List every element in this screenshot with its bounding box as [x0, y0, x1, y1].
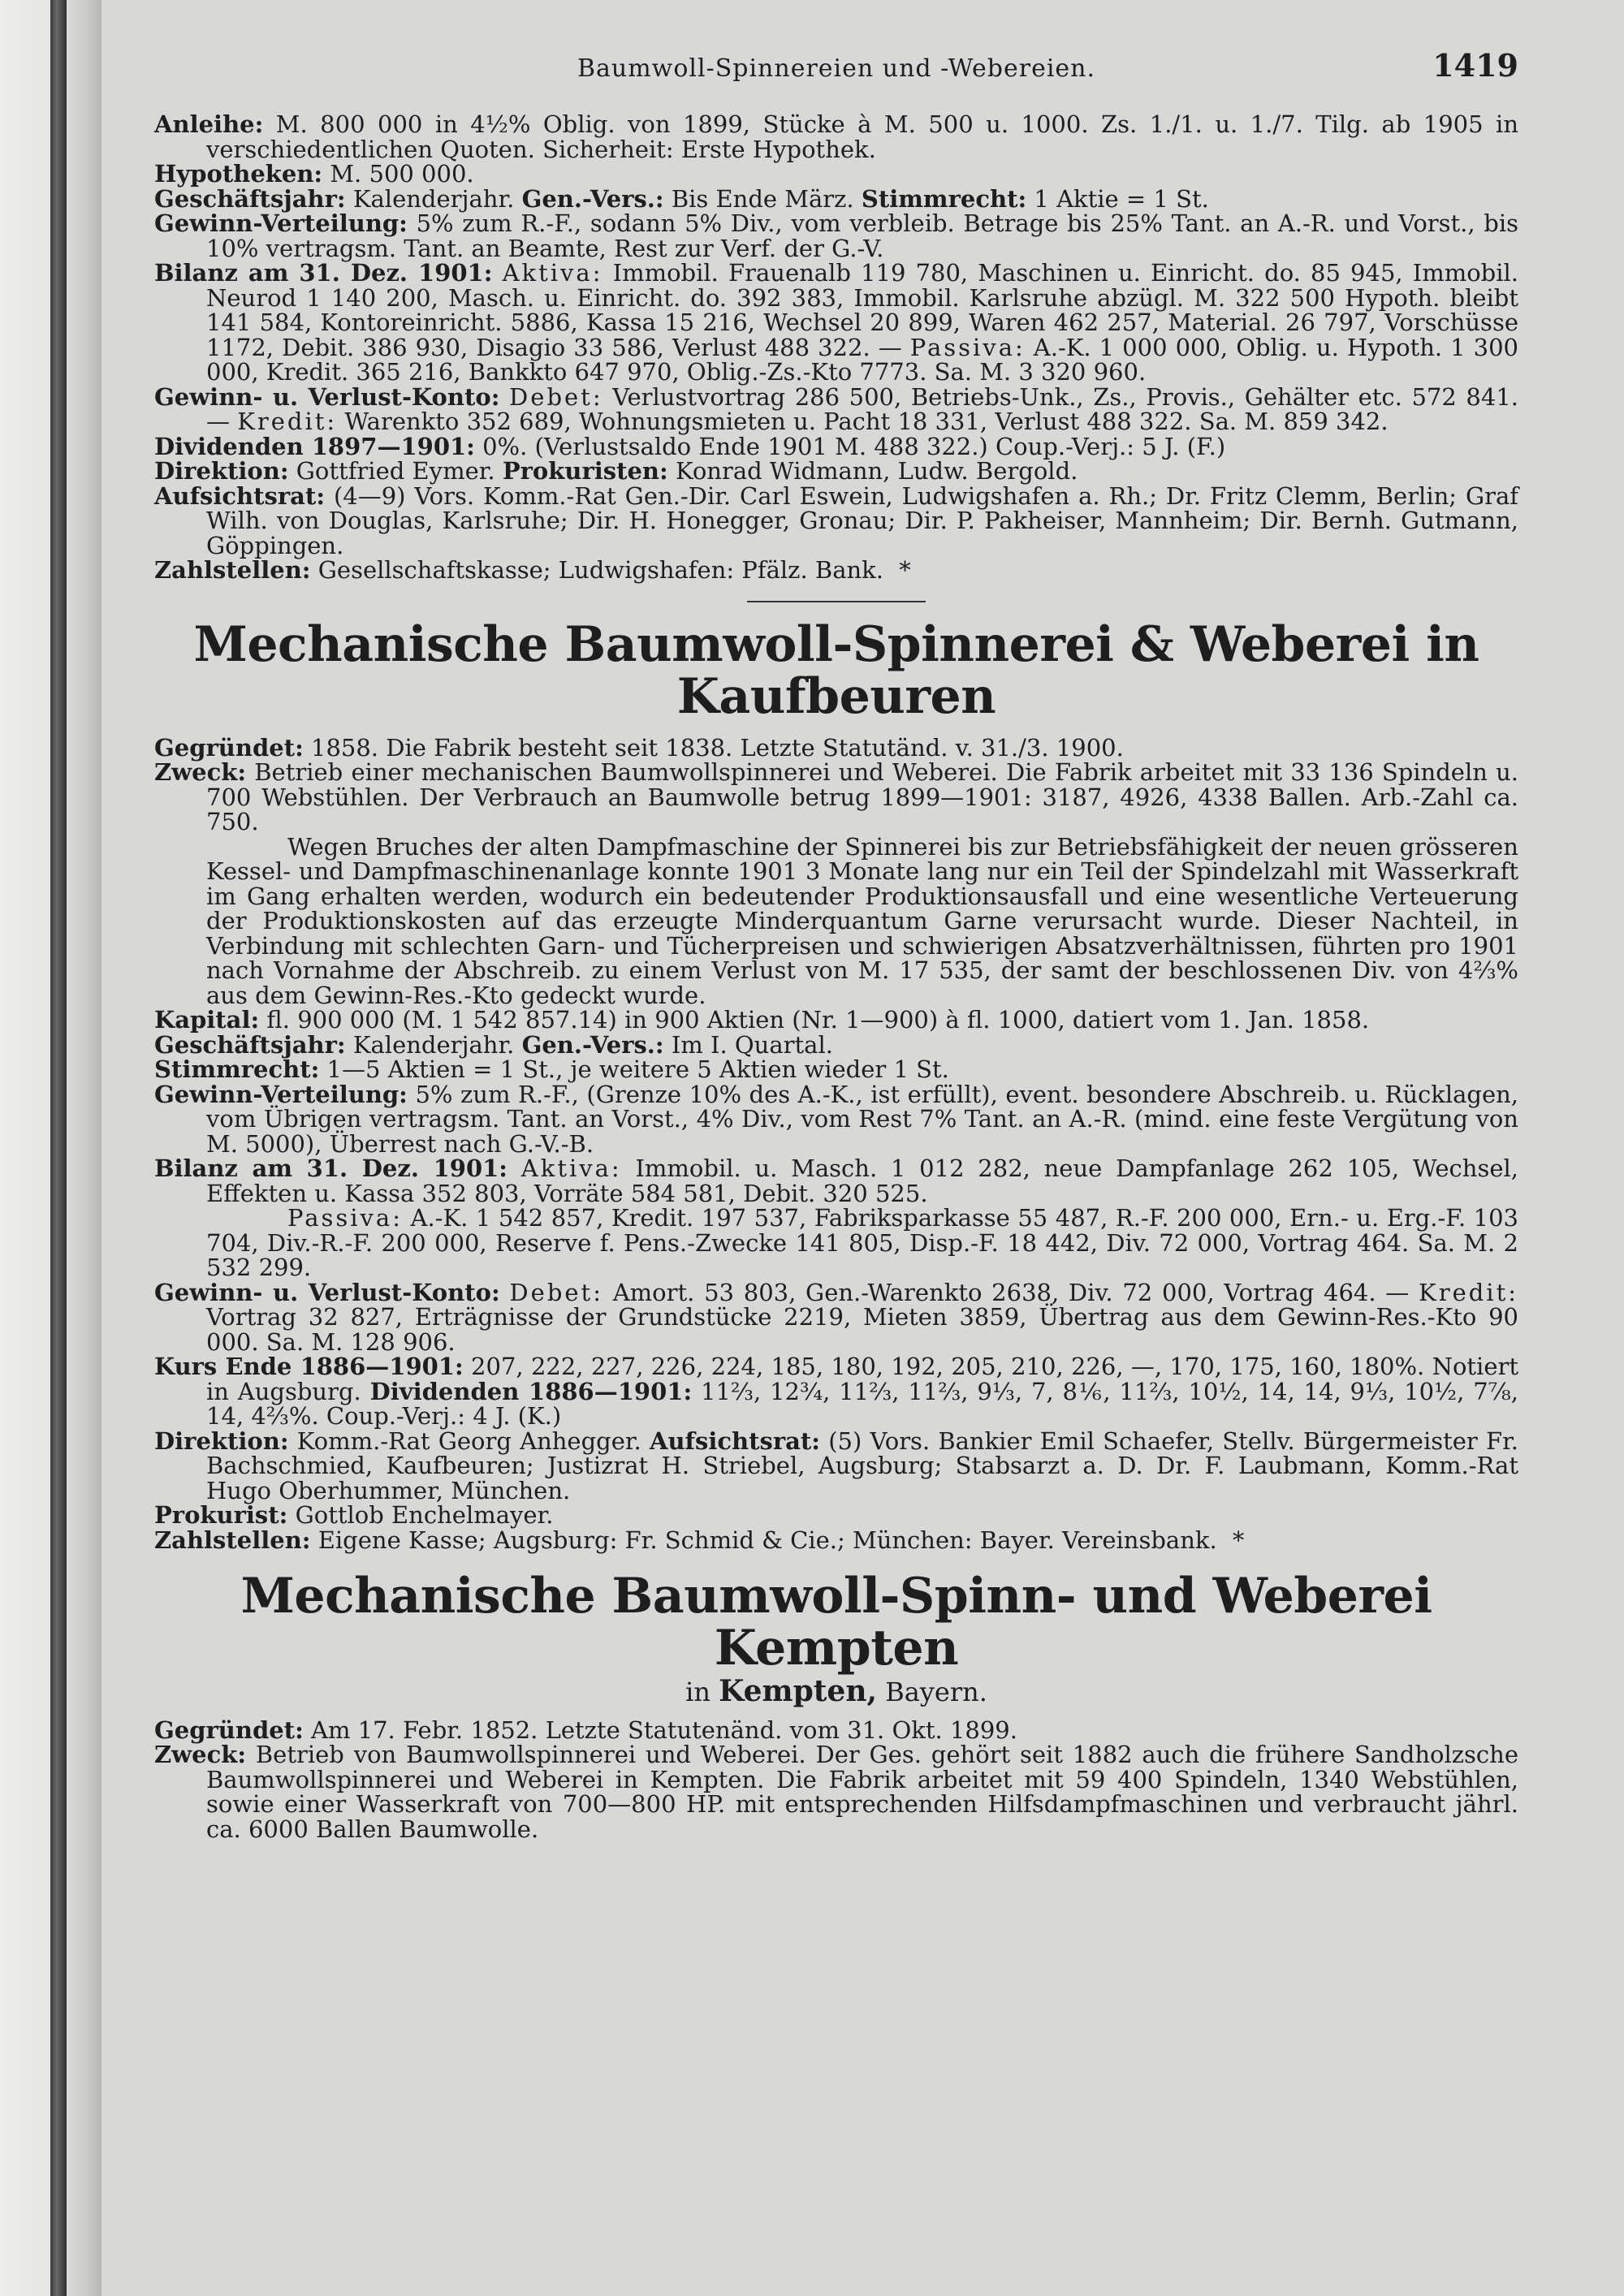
field-value: 5% zum R.-F., (Grenze 10% des A.-K., ist erfüllt), event. besondere Abschreib. u. Rücklagen, vom Übrigen vertragsm. Tant. an Vorst., 4% Div., vom Rest 7% Tant. an A.-R. (mind. eine feste Vergütung von M. 5000), Überrest nach G.-V.-B. — [206, 1080, 1519, 1158]
prev-company-entry — [154, 112, 1518, 583]
gewinn-verteilung-entry — [154, 1082, 1518, 1157]
field-value: 5% zum R.-F., sodann 5% Div., vom verbleib. Betrage bis 25% Tant. an A.-R. und Vorst., bis 10% vertragsm. Tant. an Beamte, Rest zur Verf. der G.-V. — [206, 209, 1518, 262]
zweck-entry — [154, 760, 1518, 835]
field-label: Zahlstellen: — [154, 1526, 311, 1554]
bilanz-entry — [154, 1156, 1518, 1206]
field-value: Vortrag 32 827, Erträgnisse der Grundstücke 2219, Mieten 3859, Übertrag aus dem Gewinn-Res.-Kto 90 000. Sa. M. 128 906. — [206, 1303, 1518, 1356]
field-label: Aufsichtsrat: — [649, 1426, 820, 1455]
field-value: Bis Ende März. — [671, 184, 854, 213]
field-label: Dividenden 1886—1901: — [369, 1377, 693, 1405]
company-title: Mechanische Baumwoll-Spinnerei & Weberei in Kaufbeuren — [193, 615, 1479, 725]
field-value: Warenkto 352 689, Wohnungsmieten u. Pacht 18 331, Verlust 488 322. Sa. M. 859 342. — [344, 408, 1389, 435]
field-value: (5) Vors. Bankier Emil Schaefer, Stellv. Bürgermeister Fr. Bachschmied, Kaufbeuren; Justizrat H. Striebel, Augsburg; Stabsarzt a. D. Dr. F. Laubmann, Komm.-Rat Hugo Oberhummer, München. — [206, 1426, 1518, 1504]
field-value: Am 17. Febr. 1852. Letzte Statutenänd. vom 31. Okt. 1899. — [311, 1716, 1017, 1744]
field-value: Gesellschaftskasse; Ludwigshafen: Pfälz. Bank. — [317, 556, 883, 584]
field-value: A.-K. 1 000 000, Oblig. u. Hypoth. 1 300 000, Kredit. 365 216, Bankkto 647 970, Oblig.-Zs.-Kto 7773. Sa. M. 3 320 960. — [206, 333, 1518, 386]
dividenden-entry — [154, 434, 1518, 460]
location-city: Kempten, — [719, 1674, 878, 1708]
sub-label: Debet: — [509, 1278, 603, 1306]
field-value: Betrieb von Baumwollspinnerei und Weberei. Der Ges. gehört seit 1882 auch die frühere Sandholzsche Baumwollspinnerei und Weberei in Kempten. Die Fabrik arbeitet mit 59 400 Spindeln, 1340 Webstühlen, sowie einer Wasserkraft von 700—800 HP. mit entsprechenden Hilfsdampfmaschinen und verbraucht jährl. ca. 6000 Ballen Baumwolle. — [206, 1741, 1518, 1843]
sub-label: Aktiva: — [520, 1154, 622, 1182]
section-divider — [747, 601, 926, 602]
field-value: Betrieb einer mechanischen Baumwollspinnerei und Weberei. Die Fabrik arbeitet mit 33 136 Spindeln u. 700 Webstühlen. Der Verbrauch an Baumwolle betrug 1899—1901: 3187, 4926, 4338 Ballen. Arb.-Zahl ca. 750. — [206, 758, 1518, 835]
direktion-entry — [154, 459, 1518, 484]
direktion-entry — [154, 1426, 1518, 1504]
sub-label: Debet: — [509, 382, 603, 411]
field-label: Stimmrecht: — [861, 184, 1027, 213]
geschaeftsjahr-entry — [154, 184, 1518, 213]
field-label: Anleihe: — [154, 110, 264, 138]
hypotheken-entry — [154, 162, 1518, 187]
company-location — [154, 1674, 1518, 1708]
zweck-paragraph: Wegen Bruches der alten Dampfmaschine der Spinnerei bis zur Betriebsfähigkeit der neuen grösseren Kessel- und Dampfmaschinenanlage konnte 1901 3 Monate lang nur ein Teil der Spindelzahl mit Wasserkraft im Gang erhalten werden, wodurch ein bedeutender Produktionsausfall und eine wesentliche Verteuerung der Produktionskosten auf das erzeugte Minderquantum Garne verursacht wurde. Dieser Nachteil, in Verbindung mit schlechten Garn- und Tücherpreisen und schwierigen Absatzverhältnissen, führten pro 1901 nach Vornahme der Abschreib. zu einem Verlust von M. 17 535, der samt der beschlossenen Div. von 4⅔% aus dem Gewinn-Res.-Kto gedeckt wurde. — [206, 832, 1518, 1009]
kurs-entry — [154, 1354, 1518, 1429]
sub-label: Kredit: — [237, 408, 338, 435]
sub-label: Passiva: — [909, 333, 1026, 361]
field-label: Prokuristen: — [502, 457, 668, 485]
field-value: Kalenderjahr. — [352, 184, 515, 213]
field-label: Kapital: — [154, 1006, 260, 1034]
field-value: 11⅔, 12¾, 11⅔, 11⅔, 9⅓, 7, 8⅙, 11⅔, 10½, 14, 14, 9⅓, 10½, 7⅞, 14, 4⅔%. Coup.-Verj.: 4 J. (K.) — [206, 1377, 1519, 1430]
field-label: Gewinn- u. Verlust-Konto: — [154, 1278, 500, 1306]
guv-entry — [154, 1280, 1518, 1355]
field-value: Gottfried Eymer. — [296, 457, 495, 485]
document-page — [154, 49, 1518, 2273]
field-label: Stimmrecht: — [154, 1055, 320, 1083]
location-prefix: in — [685, 1677, 710, 1707]
field-label: Zweck: — [154, 1741, 247, 1768]
field-label: Bilanz am 31. Dez. 1901: — [154, 259, 493, 287]
field-value: A.-K. 1 542 857, Kredit. 197 537, Fabriksparkasse 55 487, R.-F. 200 000, Ern.- u. Erg.-F. 103 704, Div.-R.-F. 200 000, Reserve f. Pens.-Zwecke 141 805, Disp.-F. 18 442, Div. 72 000, Vortrag 464. Sa. M. 2 532 299. — [206, 1204, 1518, 1281]
running-title: Baumwoll-Spinnereien und -Webereien. — [577, 54, 1096, 83]
field-label: Gen.-Vers.: — [521, 184, 664, 213]
field-label: Gegründet: — [154, 733, 304, 762]
field-label: Hypotheken: — [154, 160, 323, 188]
sub-label: Kredit: — [1419, 1278, 1518, 1306]
zweck-entry — [154, 1742, 1518, 1841]
gegruendet-entry — [154, 733, 1518, 762]
field-value: 1—5 Aktien = 1 St., je weitere 5 Aktien wieder 1 St. — [326, 1055, 949, 1083]
field-value: 207, 222, 227, 226, 224, 185, 180, 192, 205, 210, 226, —, 170, 175, 160, 180%. Notiert in Augsburg. — [206, 1353, 1519, 1405]
field-label: Gewinn-Verteilung: — [154, 209, 408, 237]
book-spine-shadow — [50, 0, 67, 2296]
zahlstellen-entry — [154, 1528, 1518, 1553]
field-label: Bilanz am 31. Dez. 1901: — [154, 1154, 508, 1182]
field-value: Kalenderjahr. — [352, 1030, 515, 1059]
field-value: M. 500 000. — [330, 160, 474, 188]
gewinn-verteilung-entry — [154, 211, 1518, 261]
aufsichtsrat-entry — [154, 481, 1519, 559]
field-value: 1858. Die Fabrik besteht seit 1838. Letzte Statutänd. v. 31./3. 1900. — [311, 733, 1124, 762]
field-value: (4—9) Vors. Komm.-Rat Gen.-Dir. Carl Eswein, Ludwigshafen a. Rh.; Dr. Fritz Clemm, Berlin; Graf Wilh. von Douglas, Karlsruhe; Dir. H. Honegger, Gronau; Dir. P. Pakheiser, Mannheim; Dir. Bernh. Gutmann, Göppingen. — [206, 481, 1519, 559]
field-value: Immobil. u. Masch. 1 012 282, neue Dampfanlage 262 105, Wechsel, Effekten u. Kassa 352 803, Vorräte 584 581, Debit. 320 525. — [206, 1154, 1518, 1207]
location-region: Bayern. — [885, 1677, 987, 1707]
field-value: Konrad Widmann, Ludw. Bergold. — [675, 457, 1078, 485]
running-header — [154, 49, 1518, 106]
kempten-company-entry — [154, 1570, 1518, 1841]
kaufbeuren-company-entry — [154, 615, 1519, 1554]
field-label: Gewinn-Verteilung: — [154, 1080, 408, 1108]
stimmrecht-entry — [154, 1057, 1518, 1082]
field-label: Zahlstellen: — [154, 556, 311, 584]
field-label: Kurs Ende 1886—1901: — [154, 1353, 464, 1380]
field-value: Eigene Kasse; Augsburg: Fr. Schmid & Cie.; München: Bayer. Vereinsbank. — [317, 1526, 1217, 1554]
field-value: Amort. 53 803, Gen.-Warenkto 2638, Div. 72 000, Vortrag 464. — — [612, 1278, 1410, 1306]
gegruendet-entry — [154, 1718, 1518, 1743]
field-value: Komm.-Rat Georg Anhegger. — [296, 1426, 641, 1455]
field-value: Gottlob Enchelmayer. — [295, 1501, 554, 1529]
field-value: Immobil. Frauenalb 119 780, Maschinen u. Einricht. do. 85 945, Immobil. Neurod 1 140 200, Masch. u. Einricht. do. 392 383, Immobil. Karlsruhe abzügl. M. 322 500 Hypoth. bleibt 141 584, Kontoreinricht. 5886, Kassa 15 216, Wechsel 20 899, Waren 462 257, Material. 26 797, Vorschüsse 1172, Debit. 386 930, Disagio 33 586, Verlust 488 322. — — [206, 259, 1519, 361]
field-value: Verlustvortrag 286 500, Betriebs-Unk., Zs., Provis., Gehälter etc. 572 841. — — [206, 382, 1518, 435]
field-value: 0%. (Verlustsaldo Ende 1901 M. 488 322.) Coup.-Verj.: 5 J. (F.) — [482, 432, 1226, 460]
sub-label: Aktiva: — [502, 259, 603, 287]
page-number: 1419 — [1432, 47, 1518, 84]
field-label: Dividenden 1897—1901: — [154, 432, 475, 460]
field-label: Aufsichtsrat: — [154, 481, 326, 510]
bilanz-entry — [154, 261, 1518, 385]
zahlstellen-entry — [154, 558, 1518, 583]
field-label: Zweck: — [154, 758, 247, 786]
bilanz-passiva-paragraph — [154, 1206, 1518, 1280]
field-label: Direktion: — [154, 1426, 289, 1455]
field-label: Gegründet: — [154, 1716, 304, 1744]
entry-end-star: * — [1232, 1526, 1245, 1554]
field-label: Gewinn- u. Verlust-Konto: — [154, 382, 500, 411]
field-label: Geschäftsjahr: — [154, 184, 346, 213]
entry-end-star: * — [899, 556, 911, 584]
field-label: Direktion: — [154, 457, 289, 485]
kapital-entry — [154, 1008, 1518, 1033]
company-title: Mechanische Baumwoll-Spinn- und Weberei Kempten — [240, 1568, 1432, 1677]
field-label: Gen.-Vers.: — [521, 1030, 664, 1059]
anleihe-entry — [154, 112, 1518, 162]
field-value: fl. 900 000 (M. 1 542 857.14) in 900 Aktien (Nr. 1—900) à fl. 1000, datiert vom 1. Jan. 1858. — [266, 1006, 1370, 1034]
prokurist-entry — [154, 1503, 1518, 1528]
field-value: 1 Aktie = 1 St. — [1034, 184, 1209, 213]
field-label: Prokurist: — [154, 1501, 288, 1529]
field-value: M. 800 000 in 4½% Oblig. von 1899, Stücke à M. 500 u. 1000. Zs. 1./1. u. 1./7. Tilg. ab 1905 in verschiedentlichen Quoten. Sicherheit: Erste Hypothek. — [206, 110, 1518, 163]
field-value: Im I. Quartal. — [671, 1030, 833, 1059]
sub-label: Passiva: — [287, 1204, 403, 1232]
field-label: Geschäftsjahr: — [154, 1030, 346, 1059]
geschaeftsjahr-entry — [154, 1030, 1518, 1059]
guv-entry — [154, 382, 1518, 435]
